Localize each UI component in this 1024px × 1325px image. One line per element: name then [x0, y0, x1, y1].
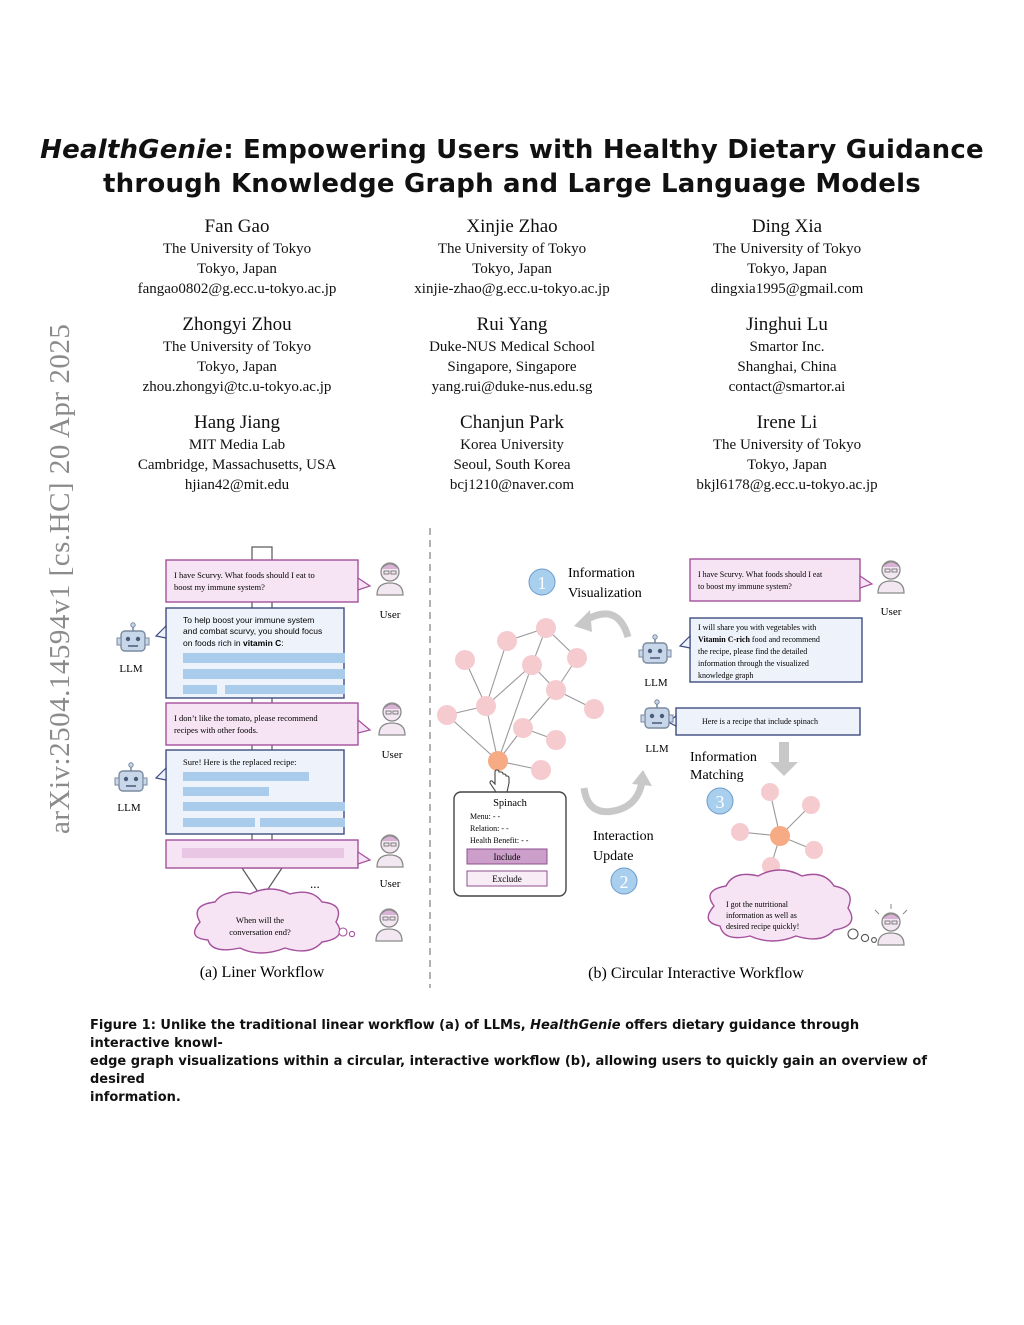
paper-title: [0, 133, 1024, 201]
user-avatar-icon: [377, 835, 403, 867]
author-block: [362, 216, 662, 299]
panel-a-linear-workflow: [115, 547, 405, 981]
step-label: Visualization: [568, 586, 642, 601]
text-placeholder-bar: [260, 818, 345, 827]
user-message-bubble: [166, 560, 358, 602]
figure-caption: [90, 1017, 938, 1107]
graph-node[interactable]: [497, 631, 517, 651]
author-name: Xinjie Zhao: [466, 216, 558, 237]
message-text: To help boost your immune system: [183, 615, 315, 625]
author-block: [637, 216, 937, 299]
author-block: [637, 314, 937, 397]
user-label: User: [880, 606, 902, 618]
author-location: Tokyo, Japan: [197, 261, 277, 277]
subfigure-caption: (b) Circular Interactive Workflow: [588, 965, 804, 982]
message-text: the recipe, please find the detailed: [698, 647, 808, 656]
message-text: I don’t like the tomato, please recommend: [174, 713, 318, 723]
step-label: Interaction: [593, 829, 654, 844]
cloud-text: I got the nutritional: [726, 900, 788, 909]
robot-icon: [115, 763, 147, 791]
author-block: [87, 216, 387, 299]
author-block: [637, 412, 937, 495]
user-avatar-icon: [379, 703, 405, 735]
user-label: User: [379, 609, 401, 621]
author-affiliation: The University of Tokyo: [712, 241, 862, 257]
llm-label: LLM: [117, 802, 141, 814]
message-text: and combat scurvy, you should focus: [183, 626, 323, 636]
graph-node[interactable]: [731, 823, 749, 841]
cloud-text: information as well as: [726, 911, 797, 920]
author-location: Cambridge, Massachusetts, USA: [137, 457, 337, 473]
author-name: Jinghui Lu: [746, 314, 828, 335]
user-avatar-icon: [377, 563, 403, 595]
text-placeholder-bar: [183, 669, 345, 679]
step-label: Information: [568, 566, 635, 581]
card-title: Spinach: [493, 798, 527, 809]
text-placeholder-bar: [182, 848, 344, 858]
caption-line2: edge graph visualizations within a circular, interactive workflow (b), allowing users to quickly gain an overview of desired: [90, 1054, 928, 1087]
step-number: 3: [715, 792, 725, 812]
author-email: bcj1210@naver.com: [449, 477, 575, 493]
cycle-arrow-icon: [586, 614, 628, 637]
graph-node[interactable]: [476, 696, 496, 716]
caption-line3: information.: [90, 1090, 181, 1105]
message-text: Sure! Here is the replaced recipe:: [183, 757, 297, 767]
user-label: User: [381, 749, 403, 761]
author-email: dingxia1995@gmail.com: [710, 281, 864, 297]
user-message-bubble: [690, 559, 860, 601]
graph-node[interactable]: [567, 648, 587, 668]
graph-node[interactable]: [546, 680, 566, 700]
graph-node[interactable]: [522, 655, 542, 675]
author-name: Zhongyi Zhou: [182, 314, 292, 335]
step-label: Update: [593, 849, 634, 864]
robot-icon: [641, 700, 673, 728]
author-affiliation: The University of Tokyo: [712, 437, 862, 453]
graph-node[interactable]: [546, 730, 566, 750]
message-text: Vitamin C-rich food and recommend: [698, 635, 820, 644]
author-affiliation: Smartor Inc.: [749, 339, 825, 355]
cloud-text: desired recipe quickly!: [726, 922, 800, 931]
message-text: to boost my immune system?: [698, 582, 792, 591]
robot-icon: [639, 635, 671, 663]
card-field: Menu: - -: [470, 812, 501, 821]
author-location: Singapore, Singapore: [447, 359, 577, 375]
author-email: contact@smartor.ai: [728, 379, 846, 395]
arxiv-identifier: arXiv:2504.14594v1 [cs.HC] 20 Apr 2025: [44, 323, 76, 834]
text-placeholder-bar: [183, 818, 255, 827]
text-placeholder-bar: [183, 653, 345, 663]
text-placeholder-bar: [183, 685, 217, 694]
cycle-arrow-icon: [584, 782, 642, 812]
cloud-text: conversation end?: [229, 927, 291, 937]
graph-node[interactable]: [805, 841, 823, 859]
user-label: User: [379, 878, 401, 890]
message-text: boost my immune system?: [174, 582, 265, 592]
author-affiliation: Duke-NUS Medical School: [429, 339, 595, 355]
title-italic: HealthGenie: [40, 135, 224, 165]
text-placeholder-bar: [183, 802, 345, 811]
author-location: Tokyo, Japan: [747, 261, 827, 277]
author-email: bkjl6178@g.ecc.u-tokyo.ac.jp: [696, 477, 878, 493]
graph-node[interactable]: [437, 705, 457, 725]
author-affiliation: Korea University: [460, 437, 564, 453]
author-block: [87, 314, 387, 397]
author-email: zhou.zhongyi@tc.u-tokyo.ac.jp: [142, 379, 332, 395]
robot-icon: [117, 623, 149, 651]
author-location: Tokyo, Japan: [472, 261, 552, 277]
message-text: I have Scurvy. What foods should I eat to: [174, 570, 315, 580]
card-field: Relation: - -: [470, 824, 509, 833]
graph-node-selected[interactable]: [488, 751, 508, 771]
message-text: Here is a recipe that include spinach: [702, 717, 818, 726]
graph-node[interactable]: [802, 796, 820, 814]
author-affiliation: The University of Tokyo: [437, 241, 587, 257]
figure-1: [90, 520, 940, 1000]
author-block: [87, 412, 387, 495]
graph-node[interactable]: [536, 618, 556, 638]
exclude-button-label: Exclude: [492, 874, 522, 884]
graph-node[interactable]: [455, 650, 475, 670]
title-line1: : Empowering Users with Healthy Dietary Guidance: [223, 135, 984, 165]
author-name: Hang Jiang: [193, 412, 280, 433]
author-name: Ding Xia: [751, 216, 823, 237]
card-field: Health Benefit: - -: [470, 836, 529, 845]
author-location: Shanghai, China: [737, 359, 837, 375]
llm-label: LLM: [119, 663, 143, 675]
graph-node[interactable]: [531, 760, 551, 780]
author-name: Fan Gao: [204, 216, 270, 237]
author-email: yang.rui@duke-nus.edu.sg: [431, 379, 593, 395]
user-avatar-icon: [878, 561, 904, 593]
graph-node[interactable]: [584, 699, 604, 719]
panel-b-circular-workflow: [437, 559, 907, 982]
author-affiliation: MIT Media Lab: [188, 437, 286, 453]
subfigure-caption: (a) Liner Workflow: [199, 964, 325, 981]
step-number: 2: [619, 872, 629, 892]
author-name: Chanjun Park: [460, 412, 564, 433]
caption-line1: offers dietary guidance through interactive knowl-: [90, 1018, 860, 1051]
text-placeholder-bar: [183, 787, 269, 796]
message-text: recipes with other foods.: [174, 725, 259, 735]
text-placeholder-bar: [225, 685, 345, 694]
message-text: I will share you with vegetables with: [698, 623, 817, 632]
message-text: information through the visualized: [698, 659, 809, 668]
ellipsis: ...: [310, 876, 320, 891]
author-email: xinjie-zhao@g.ecc.u-tokyo.ac.jp: [414, 281, 610, 297]
hand-cursor-icon: [490, 770, 509, 792]
step-number: 1: [537, 573, 547, 593]
title-line2: through Knowledge Graph and Large Language Models: [103, 169, 921, 199]
step-label: Information: [690, 750, 757, 765]
cloud-text: When will the: [235, 915, 285, 925]
author-location: Tokyo, Japan: [747, 457, 827, 473]
author-location: Tokyo, Japan: [197, 359, 277, 375]
author-affiliation: The University of Tokyo: [162, 241, 312, 257]
author-email: fangao0802@g.ecc.u-tokyo.ac.jp: [137, 281, 337, 297]
happy-user-avatar-icon: [878, 913, 904, 945]
message-text: I have Scurvy. What foods should I eat: [698, 570, 823, 579]
llm-label: LLM: [644, 677, 668, 689]
author-affiliation: The University of Tokyo: [162, 339, 312, 355]
caption-prefix: Figure 1: Unlike the traditional linear workflow (a) of LLMs,: [90, 1018, 531, 1033]
graph-node[interactable]: [513, 718, 533, 738]
message-text: on foods rich in vitamin C:: [183, 638, 284, 648]
caption-italic: HealthGenie: [530, 1018, 621, 1033]
author-location: Seoul, South Korea: [453, 457, 571, 473]
author-name: Irene Li: [756, 412, 818, 433]
author-email: hjian42@mit.edu: [184, 477, 290, 493]
graph-node-selected[interactable]: [770, 826, 790, 846]
author-block: [362, 314, 662, 397]
llm-label: LLM: [645, 743, 669, 755]
author-name: Rui Yang: [476, 314, 548, 335]
text-placeholder-bar: [183, 772, 309, 781]
step-label: Matching: [690, 768, 744, 783]
include-button-label: Include: [493, 852, 521, 862]
user-avatar-icon: [376, 909, 402, 941]
author-block: [362, 412, 662, 495]
knowledge-graph-edges: [447, 628, 594, 770]
message-text: knowledge graph: [698, 671, 754, 680]
matched-graph-nodes: [731, 783, 823, 875]
graph-node[interactable]: [761, 783, 779, 801]
user-message-bubble: [166, 703, 358, 745]
